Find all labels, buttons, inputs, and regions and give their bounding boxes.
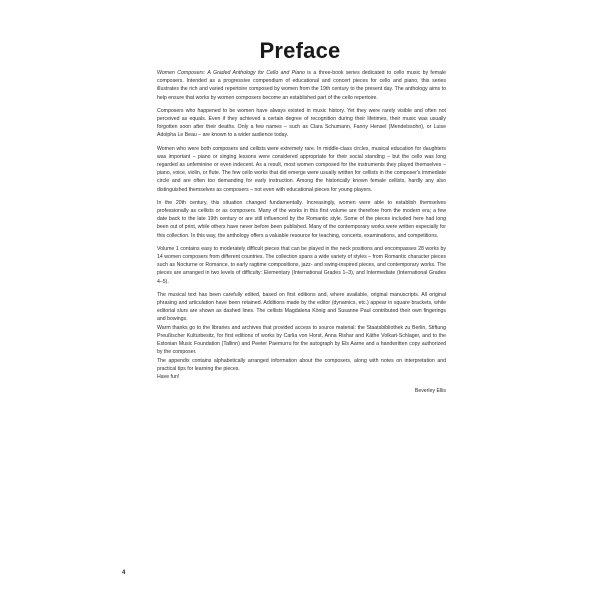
paragraph-editing: The musical text has been carefully edited, based on first editions and, where available, original manuscripts. All original phrasing and articulation have been retained. Additions made by the editor (dynamics, etc.) appear in square brackets, while editorial slurs are shown as dashed lines. The cellists Magdalena König and Susanne Paul contributed their own fingerings and bowings.	[157, 291, 446, 323]
page-title: Preface	[259, 38, 341, 63]
paragraph-thanks: Warm thanks go to the libraries and archives that provided access to source material: the Staatsbibliothek zu Berlin, Stiftung Preußischer Kulturbesitz, for first editions of works by Carlia von Horst, Anna Rishar and Käthe Volkart-Schlager, and to the Estonian Music Foundation (Tallinn) and Peeter Paemurru for the autograph by Els Aarne and a handwritten copy authorized by the composer.	[157, 324, 446, 356]
paragraph-history: Composers who happened to be women have always existed in music history. Yet they were rarely visible and often not perceived as equals. Even if they achieved a certain degree of recognition during their lifetimes, their music was usually forgotten soon after their deaths. Only a few names – such as Clara Schumann, Fanny Hensel (Mendelssohn), or Luise Adolpha Le Beau – are known to a wider audience today.	[157, 107, 446, 139]
paragraph-volume: Volume 1 contains easy to moderately difficult pieces that can be played in the neck positions and encompasses 28 works by 14 women composers from different countries. The collection spans a wide variety of styles – from Romantic character pieces such as Nocturne or Romance, to early ragtime compositions, jazz- and swing-inspired pieces, and contemporary works. The pieces are arranged in two levels of difficulty: Elementary (International Grades 1–3), and Intermediate (International Grades 4–5).	[157, 245, 446, 285]
paragraph-closing: Have fun!	[157, 373, 180, 380]
paragraph-cellists: Women who were both composers and cellists were extremely rare. In middle-class circles, musical education for daughters was important – piano or singing lessons were considered appropriate for their social standing – but the cello was long regarded as unfeminine or even indecent. As a result, most women composed for the instruments they played themselves – piano, voice, violin, or flute. The few cello works that did emerge were usually written for cellists in the composer's immediate circle and are often too demanding for early instruction. Among the historically known female cellists, hardly any also distinguished themselves as composers – not even with educational pieces for young players.	[157, 145, 446, 193]
paragraph-20th-century: In the 20th century, this situation changed fundamentally. Increasingly, women were able to establish themselves professionally as cellists or as composers. Many of the works in this first volume are therefore from the modern era; a few date back to the late 19th century or are still influenced by the Romantic style. Some of the pieces included here had long been out of print, while others have never before been published. Many of the contemporary works were written especially for this collection. In this way, the anthology offers a valuable resource for teaching, concerts, examinations, and competitions.	[157, 199, 446, 239]
paragraph-intro-text: is a three-book series dedicated to cello music by female composers. Intended as a progressive compendium of educational and concert pieces for cello and piano, this series illustrates the rich and varied repertoire composed by women from the 19th century to the present day. The anthology aims to help ensure that works by women composers become an established part of the cello repertoire.	[157, 70, 446, 101]
paragraph-intro	[157, 69, 446, 102]
paragraph-appendix: The appendix contains alphabetically arranged information about the composers, along with notes on interpretation and practical tips for learning the pieces.	[157, 357, 446, 372]
preface-body	[157, 69, 446, 395]
series-title: Women Composers: A Graded Anthology for Cello and Piano	[157, 70, 305, 76]
page-number: 4	[122, 570, 126, 576]
author-signature: Beverley Ellis	[414, 388, 446, 395]
